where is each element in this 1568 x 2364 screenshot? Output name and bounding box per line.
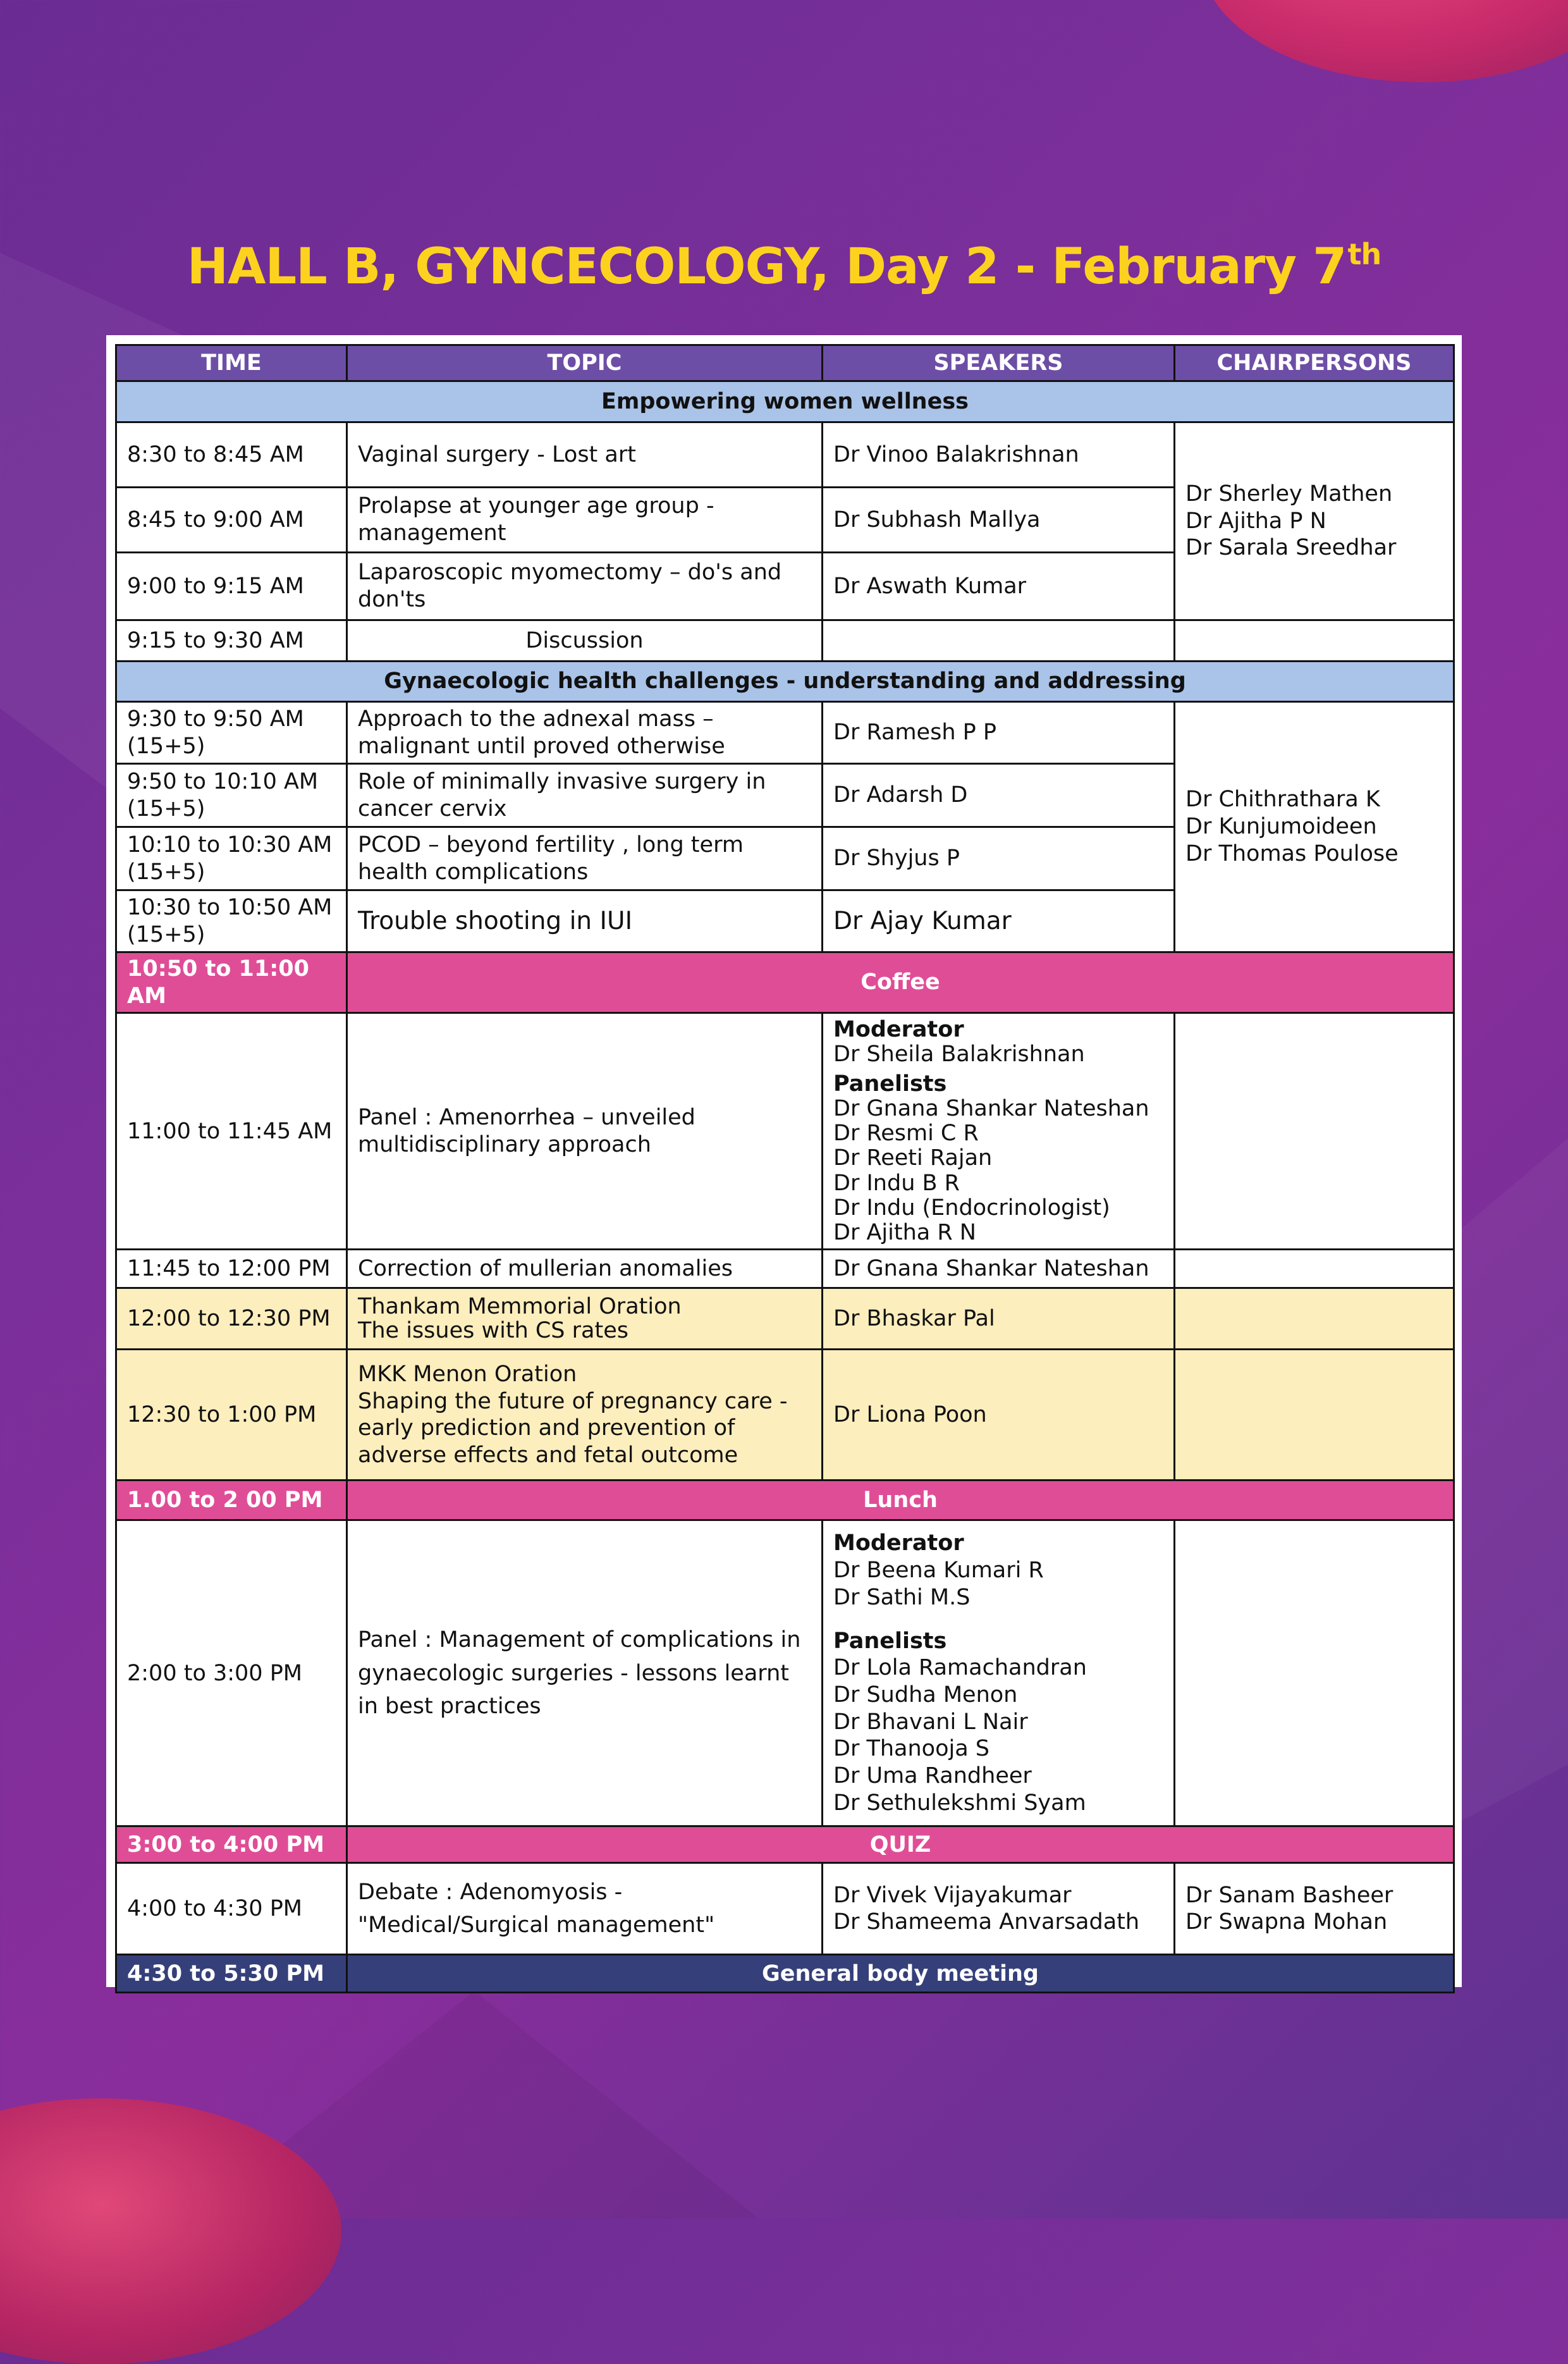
speaker: Dr Shameema Anvarsadath [833,1909,1140,1935]
topic-cell: Panel : Management of complications in gynaecologic surgeries - lessons learnt in best practices [347,1520,823,1826]
speaker-cell: Dr Liona Poon [823,1350,1175,1481]
topic-cell: Debate : Adenomyosis - "Medical/Surgical management" [347,1863,823,1955]
panelists-label: Panelists [833,1071,947,1097]
topic-cell: Vaginal surgery - Lost art [347,422,823,488]
moderator-label: Moderator [833,1016,964,1042]
speaker-cell: Dr Subhash Mallya [823,488,1175,553]
panelist: Dr Resmi C R [833,1121,979,1147]
time-cell [116,702,347,764]
table-row [116,1013,1454,1250]
panelist: Dr Indu (Endocrinologist) [833,1195,1110,1221]
panelist: Dr Gnana Shankar Nateshan [833,1096,1149,1122]
panelist: Dr Uma Randheer [833,1763,1032,1788]
section-title: Empowering women wellness [116,381,1454,422]
speaker-cell: Dr Bhaskar Pal [823,1288,1175,1350]
break-time: 10:50 to 11:00 AM [116,952,347,1013]
table-header-row [116,345,1454,381]
oration-row [116,1350,1454,1481]
decorative-blob-top-right [1201,0,1568,82]
oration-title: MKK Menon Oration [358,1362,577,1387]
decorative-blob-bottom-left [0,2098,341,2364]
topic-cell: Approach to the adnexal mass – malignant until proved otherwise [347,702,823,764]
table-row [116,1250,1454,1288]
chairperson: Dr Thomas Poulose [1185,840,1399,866]
time-range: 10:10 to 10:30 AM [127,832,333,858]
panelist: Dr Ajitha R N [833,1220,976,1246]
time-cell: 9:00 to 9:15 AM [116,553,347,620]
time-cell: 8:45 to 9:00 AM [116,488,347,553]
topic-cell: Correction of mullerian anomalies [347,1250,823,1288]
chairperson: Dr Sanam Basheer [1185,1882,1393,1908]
chairperson: Dr Sarala Sreedhar [1185,535,1397,561]
page-title-text: HALL B, GYNCECOLOGY, Day 2 - February 7 [187,238,1347,295]
break-row-lunch [116,1481,1454,1520]
time-cell: 9:15 to 9:30 AM [116,620,347,662]
speaker-cell [823,1863,1175,1955]
chairpersons-cell [1175,1013,1454,1250]
speaker-cell [823,1013,1175,1250]
chairpersons-cell [1175,1863,1454,1955]
panelist: Dr Sethulekshmi Syam [833,1790,1086,1816]
speaker-cell: Dr Aswath Kumar [823,553,1175,620]
panelist: Dr Lola Ramachandran [833,1655,1087,1681]
break-row-quiz [116,1826,1454,1863]
oration-row [116,1288,1454,1350]
topic-cell [347,1288,823,1350]
header-speakers: SPEAKERS [823,345,1175,381]
page-title [0,237,1568,295]
break-label: QUIZ [347,1826,1454,1863]
chairpersons-cell [1175,1350,1454,1481]
oration-topic: Shaping the future of pregnancy care -early prediction and prevention of adverse effects and fetal outcome [358,1388,788,1468]
header-time: TIME [116,345,347,381]
chairpersons-cell [1175,702,1454,952]
chairpersons-cell [1175,1288,1454,1350]
page-title-suffix: th [1347,237,1381,271]
table-row [116,620,1454,662]
time-cell: 12:30 to 1:00 PM [116,1350,347,1481]
time-cell: 12:00 to 12:30 PM [116,1288,347,1350]
topic-cell: Trouble shooting in IUI [347,890,823,952]
chairperson: Dr Sherley Mathen [1185,481,1393,507]
panelist: Dr Reeti Rajan [833,1145,993,1171]
table-row [116,422,1454,488]
break-label: General body meeting [347,1955,1454,1993]
panelist: Dr Sudha Menon [833,1682,1018,1708]
oration-title: Thankam Memmorial Oration [358,1293,682,1319]
header-topic: TOPIC [347,345,823,381]
time-cell [116,764,347,827]
time-cell: 11:00 to 11:45 AM [116,1013,347,1250]
moderator-label: Moderator [833,1530,964,1556]
time-split: (15+5) [127,796,205,822]
oration-topic: The issues with CS rates [358,1318,628,1344]
moderator: Dr Beena Kumari R [833,1558,1044,1584]
topic-cell: Role of minimally invasive surgery in cancer cervix [347,764,823,827]
time-split: (15+5) [127,921,205,947]
chairperson: Dr Kunjumoideen [1185,814,1377,840]
time-range: 9:30 to 9:50 AM [127,706,304,732]
section-row [116,662,1454,702]
chairperson: Dr Chithrathara K [1185,787,1380,813]
time-cell [116,827,347,890]
time-cell [116,890,347,952]
speaker-cell: Dr Vinoo Balakrishnan [823,422,1175,488]
closing-row [116,1955,1454,1993]
moderator: Dr Sheila Balakrishnan [833,1041,1085,1067]
speaker: Dr Vivek Vijayakumar [833,1882,1072,1908]
break-time: 3:00 to 4:00 PM [116,1826,347,1863]
chairpersons-cell [1175,1520,1454,1826]
table-row [116,702,1454,764]
topic-cell: Panel : Amenorrhea – unveiled multidisciplinary approach [347,1013,823,1250]
topic-cell: Discussion [347,620,823,662]
panelists-label: Panelists [833,1628,947,1654]
time-split: (15+5) [127,859,205,885]
speaker-cell: Dr Ramesh P P [823,702,1175,764]
speaker-cell: Dr Gnana Shankar Nateshan [823,1250,1175,1288]
moderator: Dr Sathi M.S [833,1584,971,1610]
speaker-cell: Dr Adarsh D [823,764,1175,827]
background-facet [190,1991,759,2219]
header-chairpersons: CHAIRPERSONS [1175,345,1454,381]
chairpersons-cell [1175,620,1454,662]
chairpersons-cell [1175,422,1454,620]
topic-cell [347,1350,823,1481]
panelist: Dr Bhavani L Nair [833,1709,1028,1735]
break-time: 1.00 to 2 00 PM [116,1481,347,1520]
speaker-cell: Dr Shyjus P [823,827,1175,890]
table-row [116,1520,1454,1826]
topic-cell: PCOD – beyond fertility , long term health complications [347,827,823,890]
table-row [116,1863,1454,1955]
break-row-coffee [116,952,1454,1013]
schedule-table [115,344,1455,1993]
section-row [116,381,1454,422]
time-split: (15+5) [127,733,205,759]
break-time: 4:30 to 5:30 PM [116,1955,347,1993]
time-cell: 8:30 to 8:45 AM [116,422,347,488]
panelist: Dr Indu B R [833,1170,960,1196]
topic-cell: Laparoscopic myomectomy – do's and don'ts [347,553,823,620]
section-title: Gynaecologic health challenges - understanding and addressing [116,662,1454,702]
speaker-cell [823,1520,1175,1826]
speaker-cell [823,620,1175,662]
time-range: 9:50 to 10:10 AM [127,768,319,794]
topic-cell: Prolapse at younger age group - management [347,488,823,553]
time-cell: 11:45 to 12:00 PM [116,1250,347,1288]
panelist: Dr Thanooja S [833,1736,989,1762]
time-cell: 2:00 to 3:00 PM [116,1520,347,1826]
break-label: Coffee [347,952,1454,1013]
chairpersons-cell [1175,1250,1454,1288]
speaker-cell: Dr Ajay Kumar [823,890,1175,952]
schedule-sheet [106,335,1462,1987]
break-label: Lunch [347,1481,1454,1520]
time-cell: 4:00 to 4:30 PM [116,1863,347,1955]
chairperson: Dr Ajitha P N [1185,508,1326,534]
chairperson: Dr Swapna Mohan [1185,1909,1388,1935]
time-range: 10:30 to 10:50 AM [127,894,333,920]
spacer [833,1611,1163,1628]
